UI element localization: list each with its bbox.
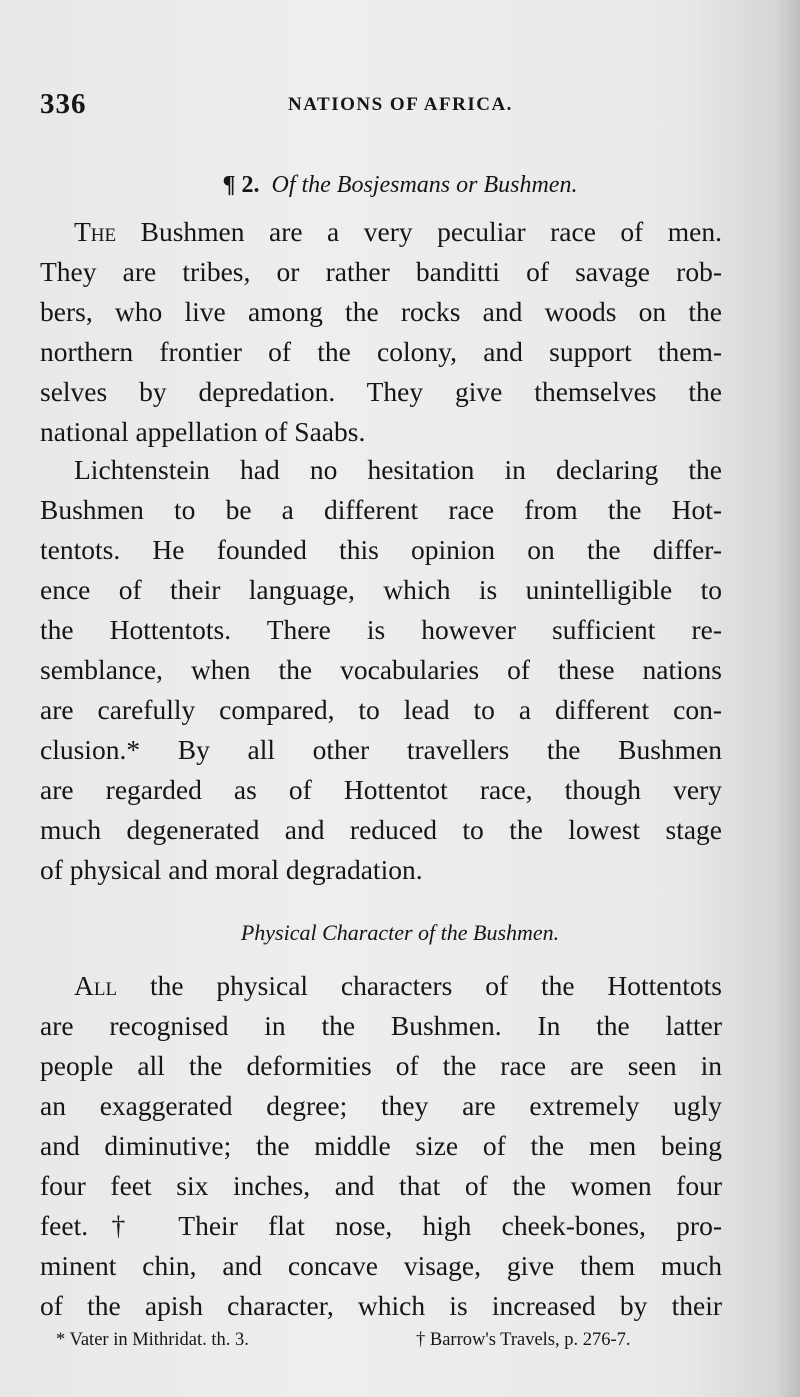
text-line: They are tribes, or rather banditti of savage rob-: [40, 256, 722, 287]
section-heading: [0, 172, 800, 199]
text-line: people all the deformities of the race are seen in: [40, 1050, 722, 1081]
section-title: Of the Bosjesmans or Bushmen.: [271, 172, 578, 198]
text-line: Bushmen to be a different race from the Hot-: [40, 494, 722, 525]
text-line: much degenerated and reduced to the lowest stage: [40, 814, 722, 845]
text-line-rest: Bushmen are a very peculiar race of men.: [116, 216, 722, 247]
text-line: minent chin, and concave visage, give them much: [40, 1250, 722, 1281]
text-line: semblance, when the vocabularies of these nations: [40, 654, 722, 685]
text-line: selves by depredation. They give themselves the: [40, 376, 722, 407]
text-line: of physical and moral degradation.: [40, 854, 423, 885]
text-line: Lichtenstein had no hesitation in declaring the: [74, 454, 722, 485]
text-line: and diminutive; the middle size of the men being: [40, 1130, 722, 1161]
footnotes: [56, 1330, 736, 1360]
text-line: northern frontier of the colony, and support them-: [40, 336, 722, 367]
page-header: [40, 88, 730, 128]
text-line: ence of their language, which is unintelligible to: [40, 574, 722, 605]
footnote-vater: * Vater in Mithridat. th. 3.: [56, 1330, 249, 1350]
text-line: are carefully compared, to lead to a different con-: [40, 694, 722, 725]
text-line: bers, who live among the rocks and woods on the: [40, 296, 722, 327]
text-line: are recognised in the Bushmen. In the latter: [40, 1010, 722, 1041]
footnote-barrow: † Barrow's Travels, p. 276-7.: [416, 1330, 631, 1350]
subsection-heading: Physical Character of the Bushmen.: [240, 920, 560, 945]
text-line: tentots. He founded this opinion on the differ-: [40, 534, 722, 565]
text-line: [74, 966, 722, 1006]
text-line-rest: the physical characters of the Hottentots: [117, 970, 722, 1001]
text-line: clusion.* By all other travellers the Bushmen: [40, 734, 722, 765]
text-line: four feet six inches, and that of the women four: [40, 1170, 722, 1201]
text-line: national appellation of Saabs.: [40, 416, 366, 447]
text-line: [74, 212, 722, 252]
running-head: NATIONS OF AFRICA.: [288, 94, 513, 115]
text-line: are regarded as of Hottentot race, though very: [40, 774, 722, 805]
text-line: feet.† Their flat nose, high cheek-bones, pro-: [40, 1210, 722, 1241]
text-line: an exaggerated degree; they are extremely ugly: [40, 1090, 722, 1121]
text-line: of the apish character, which is increased by their: [40, 1290, 722, 1321]
page-number: 336: [40, 88, 87, 120]
paragraph-opening-word: The: [74, 216, 117, 247]
paragraph-opening-word: All: [74, 970, 118, 1001]
text-line: the Hottentots. There is however sufficient re-: [40, 614, 722, 645]
section-mark: ¶ 2.: [222, 172, 260, 198]
